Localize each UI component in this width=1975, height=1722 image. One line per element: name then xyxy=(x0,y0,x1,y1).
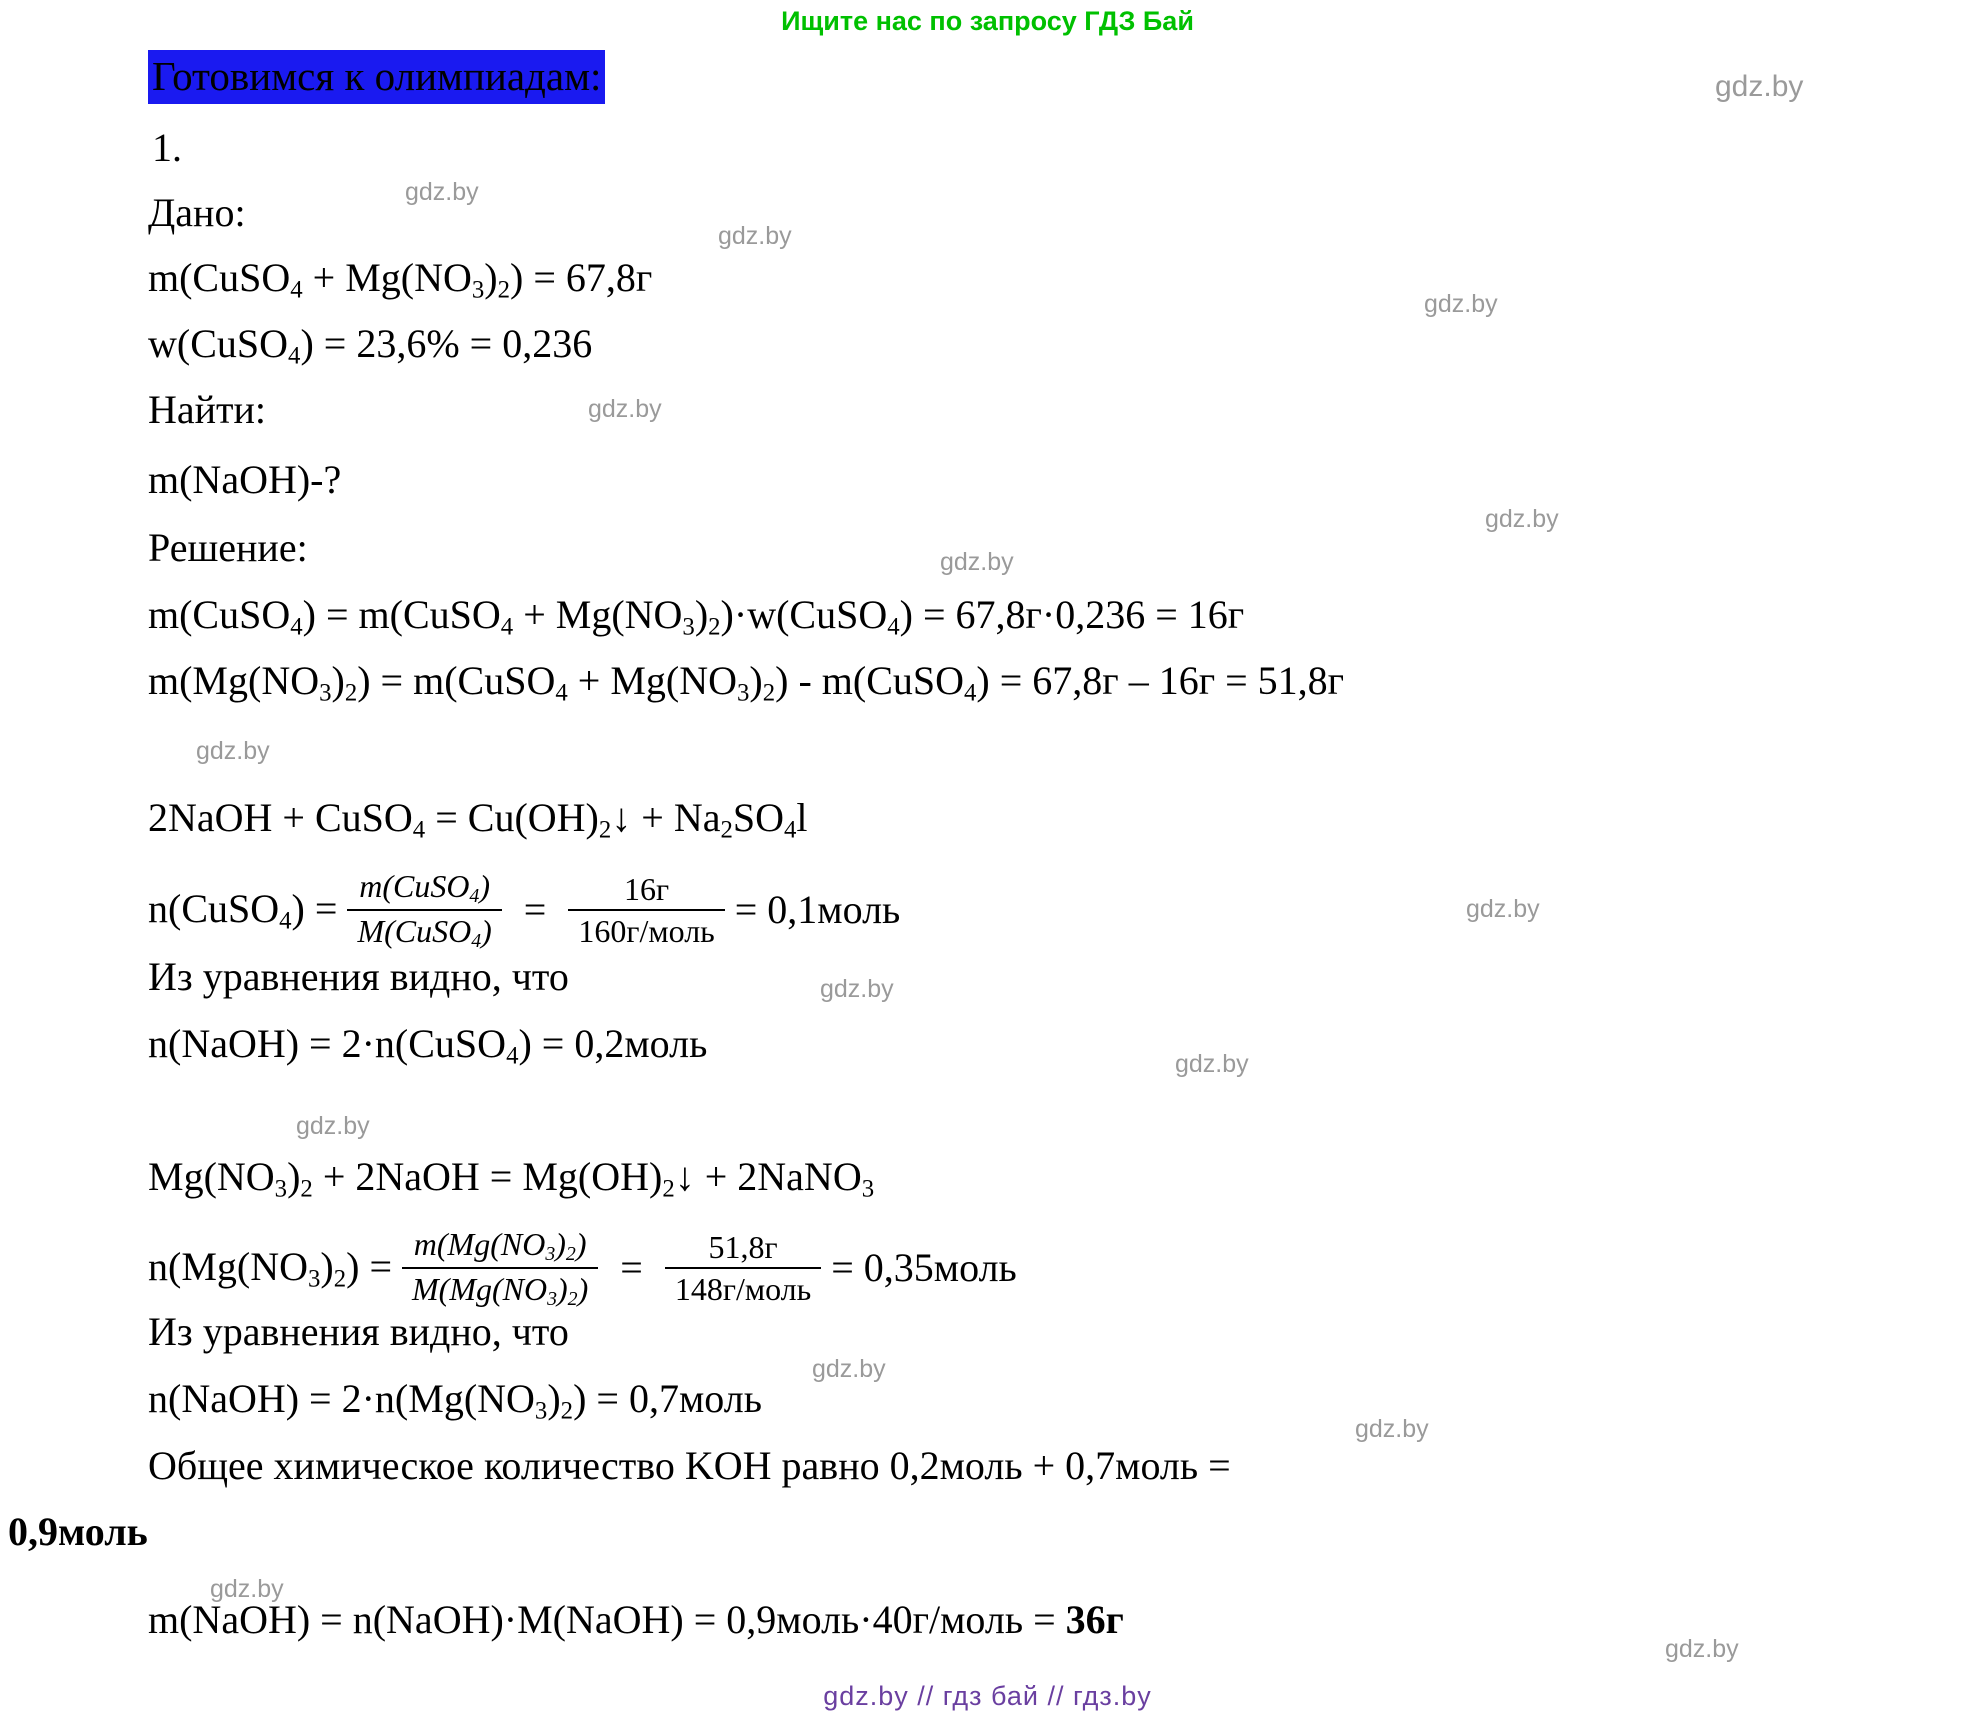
solution-label: Решение: xyxy=(148,525,308,570)
page-title: Готовимся к олимпиадам: xyxy=(148,50,605,104)
watermark: gdz.by xyxy=(210,1575,284,1603)
watermark: gdz.by xyxy=(1466,895,1540,923)
watermark: gdz.by xyxy=(1715,70,1804,103)
watermark: gdz.by xyxy=(820,975,894,1003)
n-mgno3-result: = 0,35моль xyxy=(831,1245,1017,1291)
watermark: gdz.by xyxy=(1355,1415,1429,1443)
fraction-denominator: M(CuSO$_4$) xyxy=(347,909,501,954)
watermark: gdz.by xyxy=(1485,505,1559,533)
watermark: gdz.by xyxy=(588,395,662,423)
watermark: gdz.by xyxy=(1175,1050,1249,1078)
watermark: gdz.by xyxy=(1424,290,1498,318)
find-line-1: m(NaOH)-? xyxy=(148,457,342,502)
watermark: gdz.by xyxy=(1665,1635,1739,1663)
final-mass-line: m(NaOH) = n(NaOH)·M(NaOH) = 0,9моль·40г/моль = 36г xyxy=(148,1597,1124,1642)
given-line-1: m(CuSO$_4$ + $Mg(NO_3)_2) = 67,8г$ xyxy=(148,255,653,304)
n-mgno3-equation xyxy=(148,1224,1017,1312)
problem-number: 1. xyxy=(152,125,182,170)
n-naoh-line-1: n(NaOH) = 2·n(CuSO$_4$) = 0,2моль xyxy=(148,1021,708,1070)
footer-links: gdz.by // гдз бай // гдз.by xyxy=(823,1681,1152,1711)
watermark: gdz.by xyxy=(196,737,270,765)
equals-sign: = xyxy=(523,887,547,933)
n-naoh-line-2: n(NaOH) = $2\cdot n(Mg(NO_3)_2)$ = 0,7моль xyxy=(148,1376,762,1425)
reaction-2: $Mg(NO_3)_2$ + 2NaOH = $Mg(OH)_2↓$ + 2NaNO$_3$ xyxy=(148,1154,875,1203)
watermark: gdz.by xyxy=(812,1355,886,1383)
n-cuso4-equation xyxy=(148,866,900,954)
fraction-values xyxy=(568,869,724,951)
watermark: gdz.by xyxy=(940,548,1014,576)
find-label: Найти: xyxy=(148,387,267,432)
watermark: gdz.by xyxy=(405,178,479,206)
given-line-2: w(CuSO$_4$) = 23,6% = 0,236 xyxy=(148,321,593,370)
reaction-1: 2NaOH + CuSO$_4$ = $Cu(OH)_2↓ + Na_2SO_4l$ xyxy=(148,795,808,844)
fraction-values xyxy=(665,1227,821,1309)
n-cuso4-result: = 0,1моль xyxy=(734,887,901,933)
equals-sign: = xyxy=(620,1245,643,1291)
fraction-numerator: $m(Mg(NO_3)_2)$ xyxy=(413,1226,587,1266)
total-amount-result: 0,9моль xyxy=(8,1509,148,1554)
mass-cuso4-line: m(CuSO$_4$) = m(CuSO$_4$ + $Mg(NO_3)_2)\cdot w(CuSO_4) = 67,8г\cdot 0,236 = 16г$ xyxy=(148,592,1245,641)
fraction-numerator: 51,8г xyxy=(708,1228,778,1265)
n-mgno3-lead: $n(Mg(NO_3)_2)$ = xyxy=(148,1243,393,1293)
fraction-denominator: 160г/моль xyxy=(568,909,724,951)
promo-banner: Ищите нас по запросу ГДЗ Бай xyxy=(781,6,1194,36)
watermark: gdz.by xyxy=(718,222,792,250)
final-answer: 36г xyxy=(1065,1597,1124,1642)
total-amount-line: Общее химическое количество KOH равно 0,2моль + 0,7моль = xyxy=(148,1443,1231,1488)
fraction-numerator: m(CuSO$_4$) xyxy=(359,868,490,908)
n-cuso4-lead: n(CuSO$_4$) = xyxy=(148,885,338,935)
mass-mgno3-line: $m(Mg(NO_3)_2)$ = m(CuSO$_4$ + $Mg(NO_3)_2$) - m(CuSO$_4$) = 67,8г – 16г = 51,8г xyxy=(148,658,1345,707)
fraction-m-over-M xyxy=(347,866,501,954)
from-equation-note-1: Из уравнения видно, что xyxy=(148,954,569,999)
watermark: gdz.by xyxy=(296,1112,370,1140)
given-label: Дано: xyxy=(148,190,246,235)
fraction-numerator: 16г xyxy=(623,870,670,907)
fraction-m-over-M xyxy=(402,1224,598,1312)
fraction-denominator: $M(Mg(NO_3)_2)$ xyxy=(402,1267,598,1312)
from-equation-note-2: Из уравнения видно, что xyxy=(148,1309,569,1354)
fraction-denominator: 148г/моль xyxy=(665,1267,821,1309)
